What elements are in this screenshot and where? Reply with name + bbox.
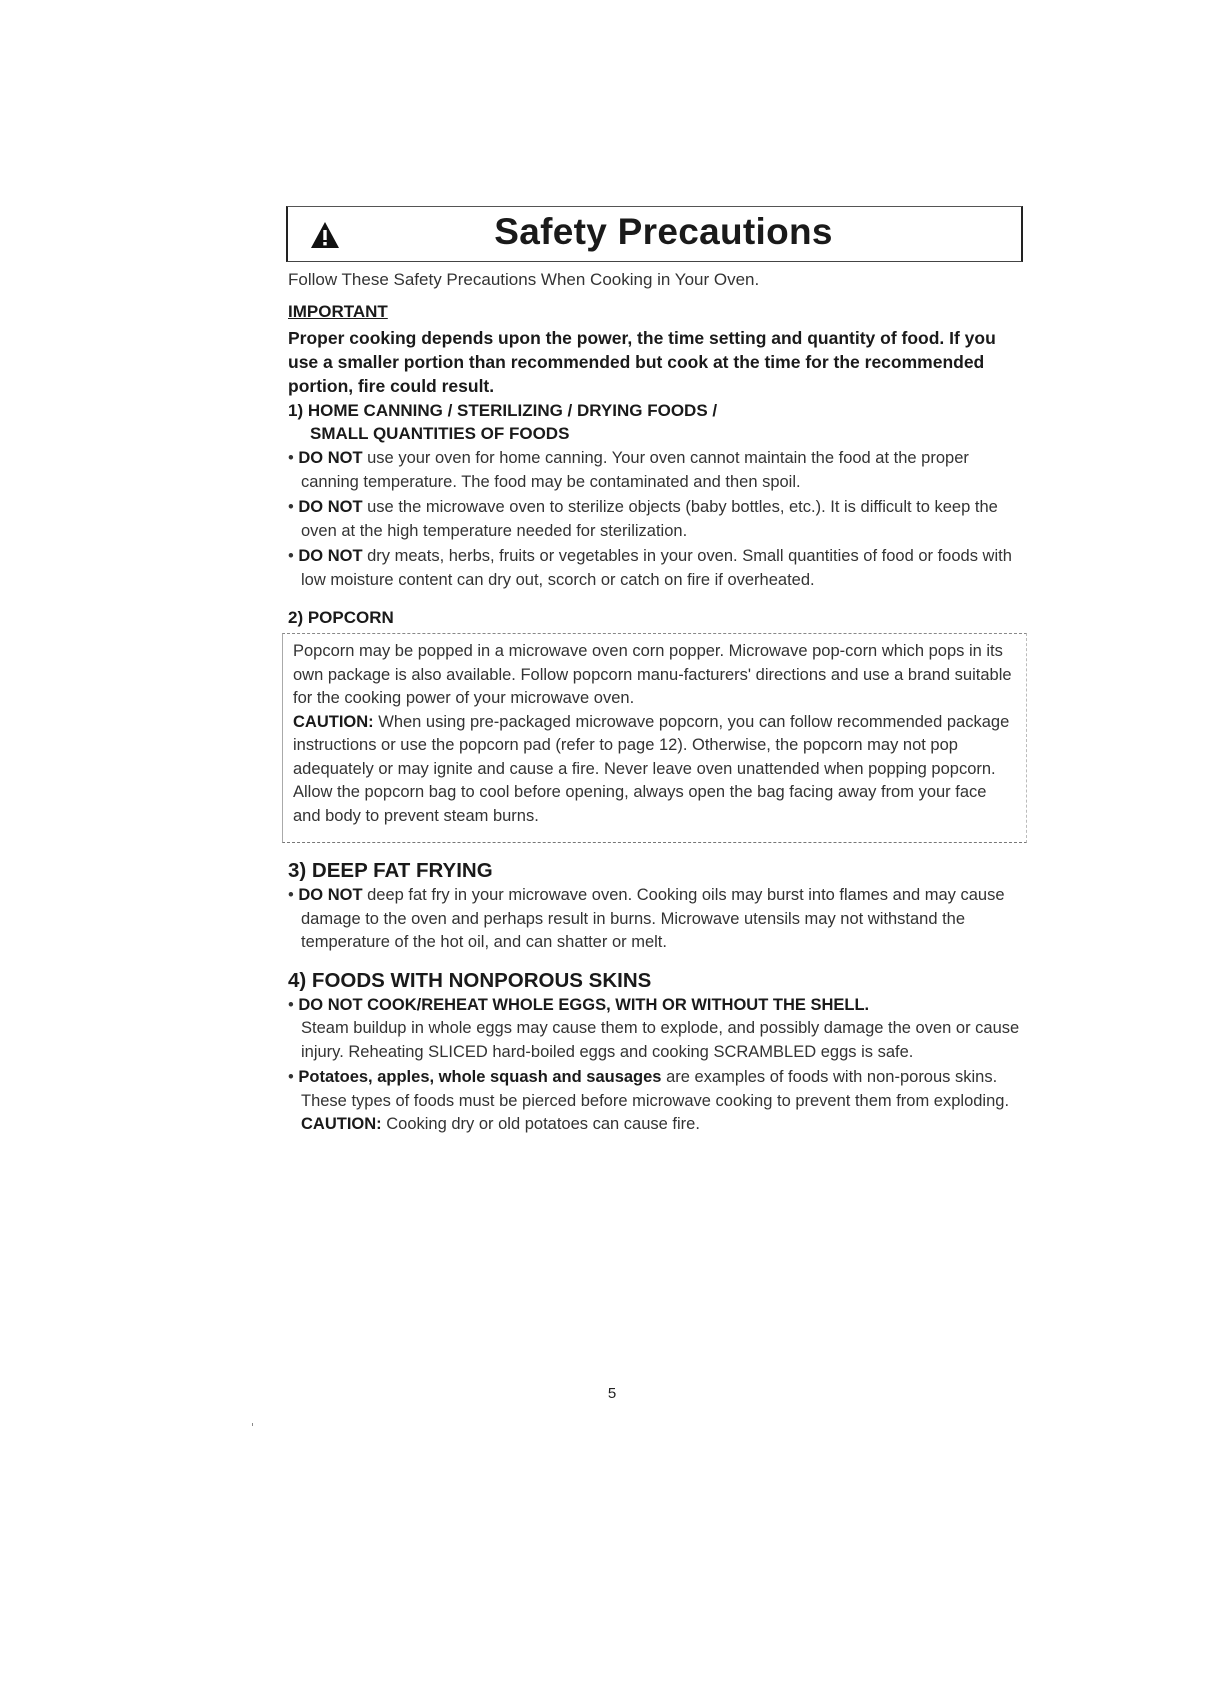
- popcorn-paragraph: Popcorn may be popped in a microwave oven corn popper. Microwave pop-corn which pops in its own package is also available. Follow popcorn manu-facturers' directions and use a brand suitable for the cooking power of your microwave oven.: [293, 642, 1012, 707]
- section-3-bullet: • DO NOT deep fat fry in your microwave oven. Cooking oils may burst into flames and may cause damage to the oven and perhaps result in burns. Microwave utensils may not withstand the temperature of the hot oil, and can shatter or melt.: [288, 886, 1005, 951]
- bullet-lead: DO NOT COOK/REHEAT WHOLE EGGS, WITH OR WITHOUT THE SHELL.: [298, 995, 870, 1014]
- bullet-text: deep fat fry in your microwave oven. Cooking oils may burst into flames and may cause damage to the oven and perhaps result in burns. Microwave utensils may not withstand the temperature of the hot oil, and can shatter or melt.: [301, 886, 1005, 951]
- bullet-lead: DO NOT: [298, 886, 363, 904]
- title-box: [286, 206, 1023, 262]
- caution-label: CAUTION:: [293, 712, 374, 731]
- section-1-heading: [288, 399, 1028, 445]
- bullet-lead: DO NOT: [298, 547, 363, 565]
- important-label: IMPORTANT: [288, 302, 388, 321]
- section-1-bullet: • DO NOT dry meats, herbs, fruits or vegetables in your oven. Small quantities of food or foods with low moisture content can dry out, scorch or catch on fire if overheated.: [288, 547, 1012, 589]
- bullet-text: dry meats, herbs, fruits or vegetables in your oven. Small quantities of food or foods with low moisture content can dry out, scorch or catch on fire if overheated.: [301, 547, 1012, 589]
- section-1-bullet: • DO NOT use your oven for home canning. Your oven cannot maintain the food at the proper canning temperature. The food may be contaminated and then spoil.: [288, 449, 969, 491]
- document-page: [288, 206, 1028, 1137]
- bullet-lead: DO NOT: [298, 449, 363, 467]
- section-4-bullet: • Potatoes, apples, whole squash and sausages are examples of foods with non-porous skins. These types of foods must be pierced before microwave cooking to prevent them from exploding.: [288, 1068, 1010, 1110]
- bullet-text: use the microwave oven to sterilize objects (baby bottles, etc.). It is difficult to keep the oven at the high temperature needed for sterilization.: [301, 498, 998, 540]
- section-1-heading-line1: 1) HOME CANNING / STERILIZING / DRYING FOODS /: [288, 401, 718, 420]
- popcorn-box: [282, 633, 1027, 843]
- intro-text: Follow These Safety Precautions When Cooking in Your Oven.: [288, 270, 760, 289]
- caution-text: Cooking dry or old potatoes can cause fire.: [381, 1115, 700, 1133]
- scan-mark: [252, 1423, 253, 1426]
- bullet-lead: DO NOT: [298, 498, 363, 516]
- caution-label: CAUTION:: [301, 1115, 382, 1133]
- section-3-heading: 3) DEEP FAT FRYING: [288, 859, 493, 882]
- section-4-bullet-1-text: Steam buildup in whole eggs may cause them to explode, and possibly damage the oven or cause injury. Reheating SLICED hard-boiled eggs and cooking SCRAMBLED eggs is safe.: [301, 1019, 1020, 1061]
- page-number: 5: [607, 1385, 617, 1402]
- page-title: Safety Precautions: [494, 211, 833, 252]
- bullet-text: are examples of foods with non-porous skins. These types of foods must be pierced before microwave cooking to prevent them from exploding.: [301, 1068, 1010, 1110]
- bullet-text: use your oven for home canning. Your oven cannot maintain the food at the proper canning temperature. The food may be contaminated and then spoil.: [301, 449, 969, 491]
- bullet-lead: Potatoes, apples, whole squash and sausages: [298, 1068, 662, 1086]
- section-2-heading: 2) POPCORN: [288, 608, 394, 627]
- popcorn-caution: [293, 711, 1016, 829]
- section-1-heading-line2: SMALL QUANTITIES OF FOODS: [310, 424, 570, 443]
- section-1-bullet: • DO NOT use the microwave oven to sterilize objects (baby bottles, etc.). It is difficult to keep the oven at the high temperature needed for sterilization.: [288, 498, 998, 540]
- section-4-heading: 4) FOODS WITH NONPOROUS SKINS: [288, 968, 652, 992]
- section-4-caution: [288, 1113, 1028, 1137]
- section-4-bullet: • DO NOT COOK/REHEAT WHOLE EGGS, WITH OR WITHOUT THE SHELL.: [288, 995, 870, 1014]
- important-text: Proper cooking depends upon the power, the time setting and quantity of food. If you use a smaller portion than recommended but cook at the time for the recommended portion, fire could result.: [288, 328, 996, 396]
- caution-text: When using pre-packaged microwave popcorn, you can follow recommended package instructions or use the popcorn pad (refer to page 12). Otherwise, the popcorn may not pop adequately or may ignite and cause a fire. Never leave oven unattended when popping popcorn. Allow the popcorn bag to cool before opening, always open the bag facing away from your face and body to prevent steam burns.: [293, 712, 1010, 825]
